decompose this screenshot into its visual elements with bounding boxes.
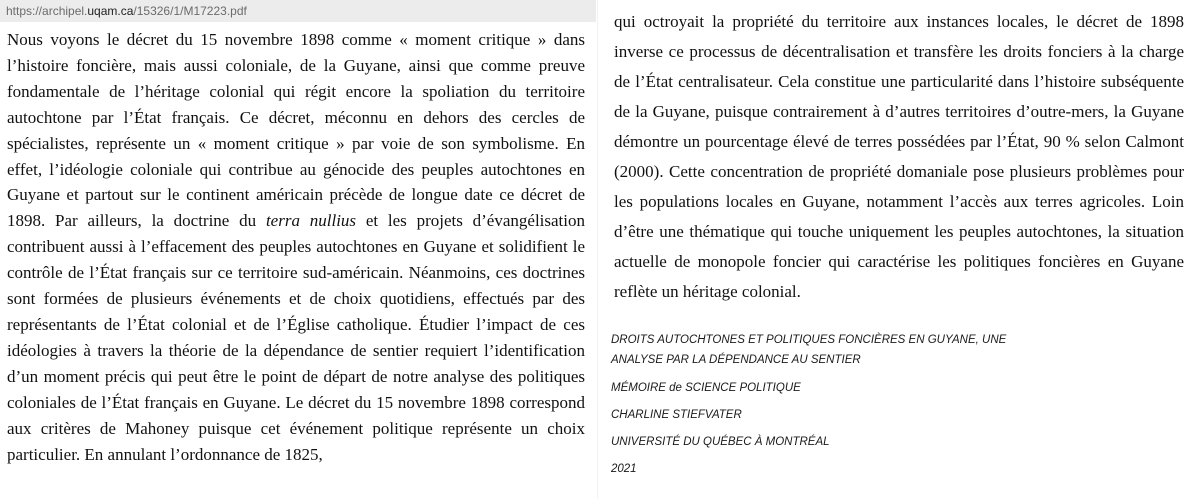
terra-nullius-italic: terra nullius — [265, 211, 357, 231]
address-bar[interactable] — [0, 0, 596, 22]
left-paragraph-part-2: et les projets d’évangélisation contribuent aussi à l’effacement des peuples autochtones en Guyane et solidifient le contrôle de l’État français sur ce territoire sud-américain. Néanmoins, ces doctrines sont formées de plusieurs événements et de choix quotidiens, effectués par des représentants de l’État colonial et de l’Église catholique. Étudier l’impact de ces idéologies à travers la théorie de la dépendance de sentier requiert l’identification d’un moment précis qui peut être le point de départ de notre analyse des politiques coloniales de l’État français en Guyane. Le décret du 15 novembre 1898 correspond aux critères de Mahoney puisque cet événement politique représente un choix particulier. En annulant l’ordonnance de 1825, — [7, 211, 586, 464]
citation-year: 2021 — [611, 463, 637, 475]
left-paragraph-part-1: Nous voyons le décret du 15 novembre 1898 comme « moment critique » dans l’histoire foncière, mais aussi coloniale, de la Guyane, ainsi que comme preuve fondamentale de l’héritage colonial qui régit encore la spoliation du territoire autochtone par l’État français. Ce décret, méconnu en dehors des cercles de spécialistes, représente un « moment critique » par voie de son symbolisme. En effet, l’idéologie coloniale qui contribue au génocide des peuples autochtones en Guyane et partout sur le continent américain précède de longue date ce décret de 1898. Par ailleurs, la doctrine du — [7, 30, 585, 231]
citation-university: UNIVERSITÉ DU QUÉBEC À MONTRÉAL — [611, 436, 830, 448]
column-divider — [597, 0, 598, 499]
left-paragraph — [7, 27, 585, 467]
left-document-excerpt — [7, 27, 585, 467]
citation-author: CHARLINE STIEFVATER — [611, 409, 742, 421]
right-document-excerpt — [614, 7, 1184, 307]
right-paragraph: qui octroyait la propriété du territoire aux instances locales, le décret de 1898 inverse ce processus de décentralisation et transfère les droits fonciers à la charge de l’État centralisateur. Cela constitue une particularité dans l’histoire subséquente de la Guyane, puisque contrairement à d’autres territoires d’outre-mers, la Guyane démontre un pourcentage élevé de terres possédées par l’État, 90 % selon Calmont (2000). Cette concentration de propriété domaniale pose plusieurs problèmes pour les populations locales en Guyane, notamment l’accès aux terres agricoles. Loin d’être une thématique qui touche uniquement les peuples autochtones, la situation actuelle de monopole foncier qui caractérise les politiques foncières en Guyane reflète un héritage colonial. — [614, 12, 1184, 301]
citation-title-line-1: DROITS AUTOCHTONES ET POLITIQUES FONCIÈRES EN GUYANE, UNE — [611, 334, 1007, 346]
citation-thesis: MÉMOIRE de SCIENCE POLITIQUE — [611, 382, 801, 394]
url-domain: uqam.ca — [87, 4, 134, 18]
citation-title-line-2: ANALYSE PAR LA DÉPENDANCE AU SENTIER — [611, 354, 861, 366]
url-path: /15326/1/M17223.pdf — [133, 4, 247, 18]
url-prefix: https://archipel. — [6, 4, 88, 18]
